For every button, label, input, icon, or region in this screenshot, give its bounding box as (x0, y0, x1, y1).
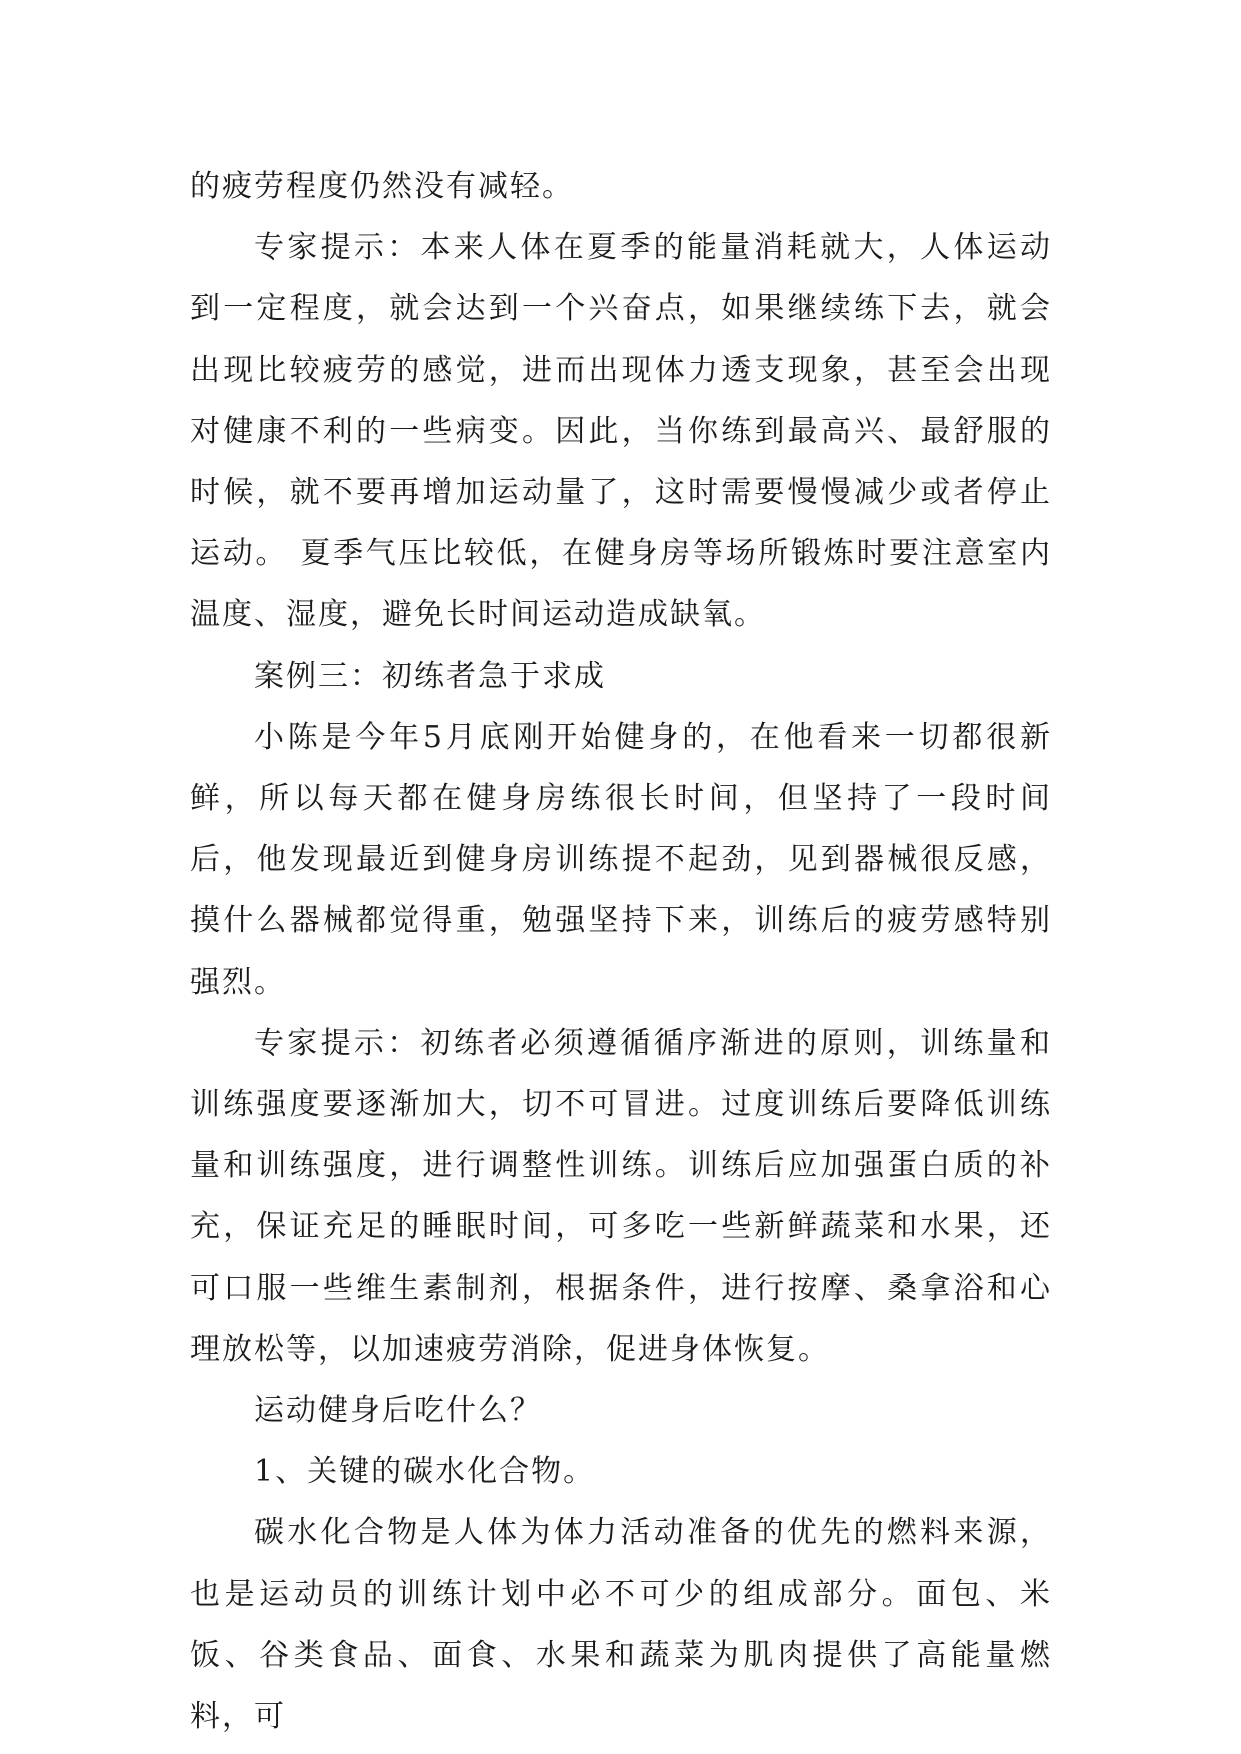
paragraph-expert-tip-summer: 专家提示：本来人体在夏季的能量消耗就大，人体运动到一定程度，就会达到一个兴奋点，如果继续练下去，就会出现比较疲劳的感觉，进而出现体力透支现象，甚至会出现对健康不利的一些病变。因此，当你练到最高兴、最舒服的时候，就不要再增加运动量了，这时需要慢慢减少或者停止运动。 夏季气压比较低，在健身房等场所锻炼时要注意室内温度、湿度，避免长时间运动造成缺氧。 (190, 230, 1052, 633)
heading-carbohydrates: 1、关键的碳水化合物。 (254, 1454, 596, 1490)
paragraph-carbohydrates: 碳水化合物是人体为体力活动准备的优先的燃料来源，也是运动员的训练计划中必不可少的组成部分。面包、米饭、谷类食品、面食、水果和蔬菜为肌肉提供了高能量燃料，可 (190, 1515, 1052, 1735)
document-body (190, 156, 1052, 1747)
heading-post-workout-food: 运动健身后吃什么？ (254, 1393, 542, 1429)
paragraph-expert-tip-beginner: 专家提示：初练者必须遵循循序渐进的原则，训练量和训练强度要逐渐加大，切不可冒进。过度训练后要降低训练量和训练强度，进行调整性训练。训练后应加强蛋白质的补充，保证充足的睡眠时间，可多吃一些新鲜蔬菜和水果，还可口服一些维生素制剂，根据条件，进行按摩、桑拿浴和心理放松等，以加速疲劳消除，促进身体恢复。 (190, 1025, 1052, 1367)
paragraph-continuation: 的疲劳程度仍然没有减轻。 (190, 169, 574, 204)
paragraph-case-three-story: 小陈是今年5月底刚开始健身的，在他看来一切都很新鲜，所以每天都在健身房练很长时间，但坚持了一段时间后，他发现最近到健身房训练提不起劲，见到器械很反感，摸什么器械都觉得重，勉强坚持下来，训练后的疲劳感特别强烈。 (190, 719, 1052, 1000)
heading-case-three: 案例三：初练者急于求成 (254, 658, 606, 694)
